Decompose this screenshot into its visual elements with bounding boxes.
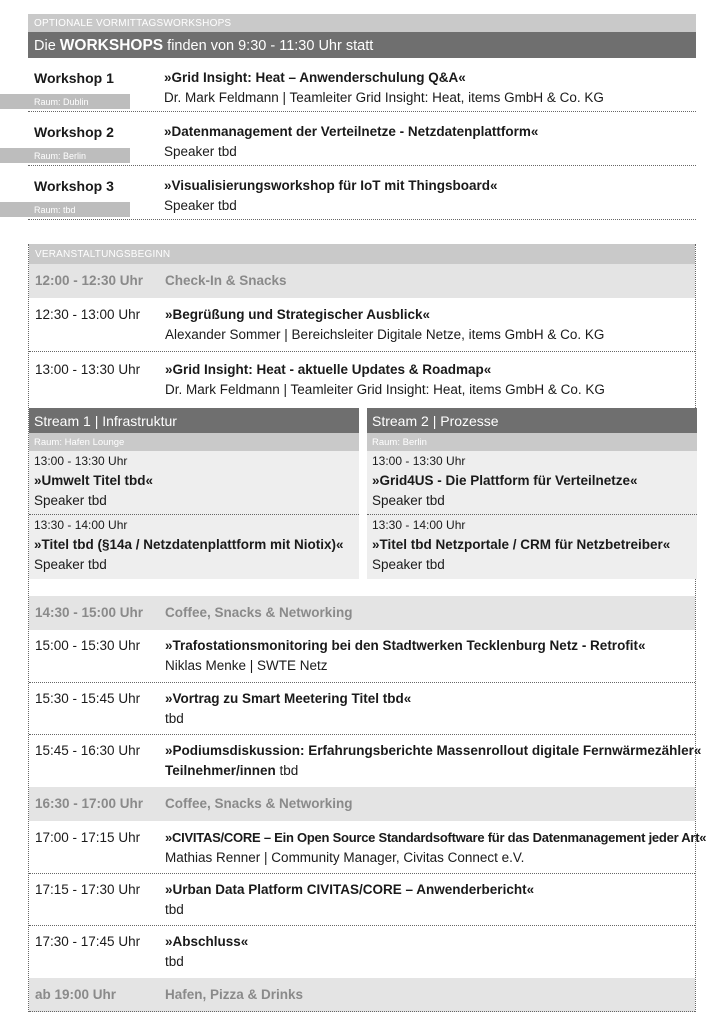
agenda-title: »Urban Data Platform CIVITAS/CORE – Anwenderbericht«	[165, 882, 535, 897]
stream-room: Raum: Hafen Lounge	[29, 433, 359, 451]
agenda-time: 15:30 - 15:45 Uhr	[35, 691, 141, 706]
agenda-speaker: Mathias Renner | Community Manager, Civitas Connect e.V.	[165, 850, 525, 865]
workshop-row	[28, 58, 696, 112]
workshop-row	[28, 112, 696, 166]
agenda-row	[29, 735, 702, 787]
agenda-row-break	[29, 978, 695, 1012]
talk-time: 13:00 - 13:30 Uhr	[34, 454, 128, 468]
stream-talk	[29, 451, 359, 515]
agenda-row-break	[29, 596, 695, 630]
agenda-title: »Begrüßung und Strategischer Ausblick«	[165, 307, 431, 322]
agenda-speaker: Dr. Mark Feldmann | Teamleiter Grid Insight: Heat, items GmbH & Co. KG	[165, 382, 605, 397]
room-tag: Raum: Dublin	[0, 94, 130, 109]
talk-title: »Umwelt Titel tbd«	[34, 473, 154, 488]
stream-talk	[367, 451, 697, 515]
agenda-title: Coffee, Snacks & Networking	[165, 796, 353, 811]
agenda-speaker: Niklas Menke | SWTE Netz	[165, 658, 328, 673]
agenda-title: »CIVITAS/CORE – Ein Open Source Standardsoftware für das Datenmanagement jeder Art«	[165, 830, 707, 845]
talk-speaker: Speaker tbd	[34, 493, 107, 508]
workshop-speaker: Dr. Mark Feldmann | Teamleiter Grid Insight: Heat, items GmbH & Co. KG	[164, 90, 604, 105]
talk-speaker: Speaker tbd	[372, 557, 445, 572]
agenda-title: »Abschluss«	[165, 934, 249, 949]
program-label: VERANSTALTUNGSBEGINN	[29, 244, 695, 264]
talk-title: »Grid4US - Die Plattform für Verteilnetze«	[372, 473, 638, 488]
agenda-time: 13:00 - 13:30 Uhr	[35, 362, 141, 377]
talk-title: »Titel tbd (§14a / Netzdatenplattform mit Niotix)«	[34, 537, 344, 552]
agenda-title: Coffee, Snacks & Networking	[165, 605, 353, 620]
agenda-time: 15:00 - 15:30 Uhr	[35, 638, 141, 653]
workshops-label: OPTIONALE VORMITTAGSWORKSHOPS	[28, 14, 696, 32]
agenda-speaker: tbd	[165, 902, 184, 917]
workshop-title: »Visualisierungsworkshop für IoT mit Thingsboard«	[164, 178, 498, 193]
agenda-title: »Vortrag zu Smart Meetering Titel tbd«	[165, 691, 412, 706]
agenda-row	[29, 630, 695, 683]
stream-talk	[367, 515, 697, 579]
workshops-title: Die WORKSHOPS finden von 9:30 - 11:30 Uhr statt	[28, 32, 696, 58]
agenda-row	[29, 926, 695, 978]
workshop-row	[28, 166, 696, 220]
agenda-title: Hafen, Pizza & Drinks	[165, 987, 304, 1002]
talk-time: 13:00 - 13:30 Uhr	[372, 454, 466, 468]
stream-header: Stream 1 | Infrastruktur	[29, 408, 359, 433]
agenda-time: 12:00 - 12:30 Uhr	[35, 273, 144, 288]
agenda-row	[29, 298, 695, 352]
agenda-time: 14:30 - 15:00 Uhr	[35, 605, 144, 620]
agenda-time: 17:15 - 17:30 Uhr	[35, 882, 141, 897]
agenda-speaker: tbd	[165, 711, 184, 726]
afternoon-agenda	[29, 596, 707, 1012]
agenda-title: »Grid Insight: Heat - aktuelle Updates & Roadmap«	[165, 362, 492, 377]
agenda-row-break	[29, 787, 695, 821]
stream-2	[367, 408, 697, 583]
workshop-speaker: Speaker tbd	[164, 198, 237, 213]
agenda-time: ab 19:00 Uhr	[35, 987, 117, 1002]
workshop-speaker: Speaker tbd	[164, 144, 237, 159]
agenda-title: Check-In & Snacks	[165, 273, 287, 288]
parallel-streams	[29, 408, 697, 583]
talk-time: 13:30 - 14:00 Uhr	[372, 518, 466, 532]
stream-talk	[29, 515, 359, 579]
agenda-speaker: Alexander Sommer | Bereichsleiter Digitale Netze, items GmbH & Co. KG	[165, 327, 605, 342]
stream-1	[29, 408, 359, 583]
program-section	[28, 244, 707, 1012]
agenda-time: 15:45 - 16:30 Uhr	[35, 743, 141, 758]
stream-header: Stream 2 | Prozesse	[367, 408, 697, 433]
agenda-title: »Trafostationsmonitoring bei den Stadtwerken Tecklenburg Netz - Retrofit«	[165, 638, 646, 653]
agenda-time: 17:30 - 17:45 Uhr	[35, 934, 141, 949]
agenda-row	[29, 821, 707, 874]
agenda-speaker: Teilnehmer/innen tbd	[165, 763, 299, 778]
agenda-title: »Podiumsdiskussion: Erfahrungsberichte Massenrollout digitale Fernwärmezähler«	[165, 743, 702, 758]
talk-speaker: Speaker tbd	[372, 493, 445, 508]
stream-room: Raum: Berlin	[367, 433, 697, 451]
agenda-time: 12:30 - 13:00 Uhr	[35, 307, 141, 322]
workshop-title: »Datenmanagement der Verteilnetze - Netzdatenplattform«	[164, 124, 539, 139]
room-tag: Raum: tbd	[0, 202, 130, 217]
agenda-row	[29, 874, 695, 926]
agenda-row	[29, 683, 695, 735]
agenda-time: 16:30 - 17:00 Uhr	[35, 796, 144, 811]
talk-title: »Titel tbd Netzportale / CRM für Netzbetreiber«	[372, 537, 671, 552]
talk-speaker: Speaker tbd	[34, 557, 107, 572]
agenda-speaker: tbd	[165, 954, 184, 969]
workshop-name: Workshop 1	[34, 70, 114, 86]
talk-time: 13:30 - 14:00 Uhr	[34, 518, 128, 532]
agenda-row	[29, 352, 695, 408]
workshop-name: Workshop 2	[34, 124, 114, 140]
room-tag: Raum: Berlin	[0, 148, 130, 163]
agenda-row-break	[29, 264, 695, 298]
workshop-name: Workshop 3	[34, 178, 114, 194]
agenda-time: 17:00 - 17:15 Uhr	[35, 830, 141, 845]
workshops-section	[28, 14, 696, 220]
workshop-title: »Grid Insight: Heat – Anwenderschulung Q&A«	[164, 70, 466, 85]
